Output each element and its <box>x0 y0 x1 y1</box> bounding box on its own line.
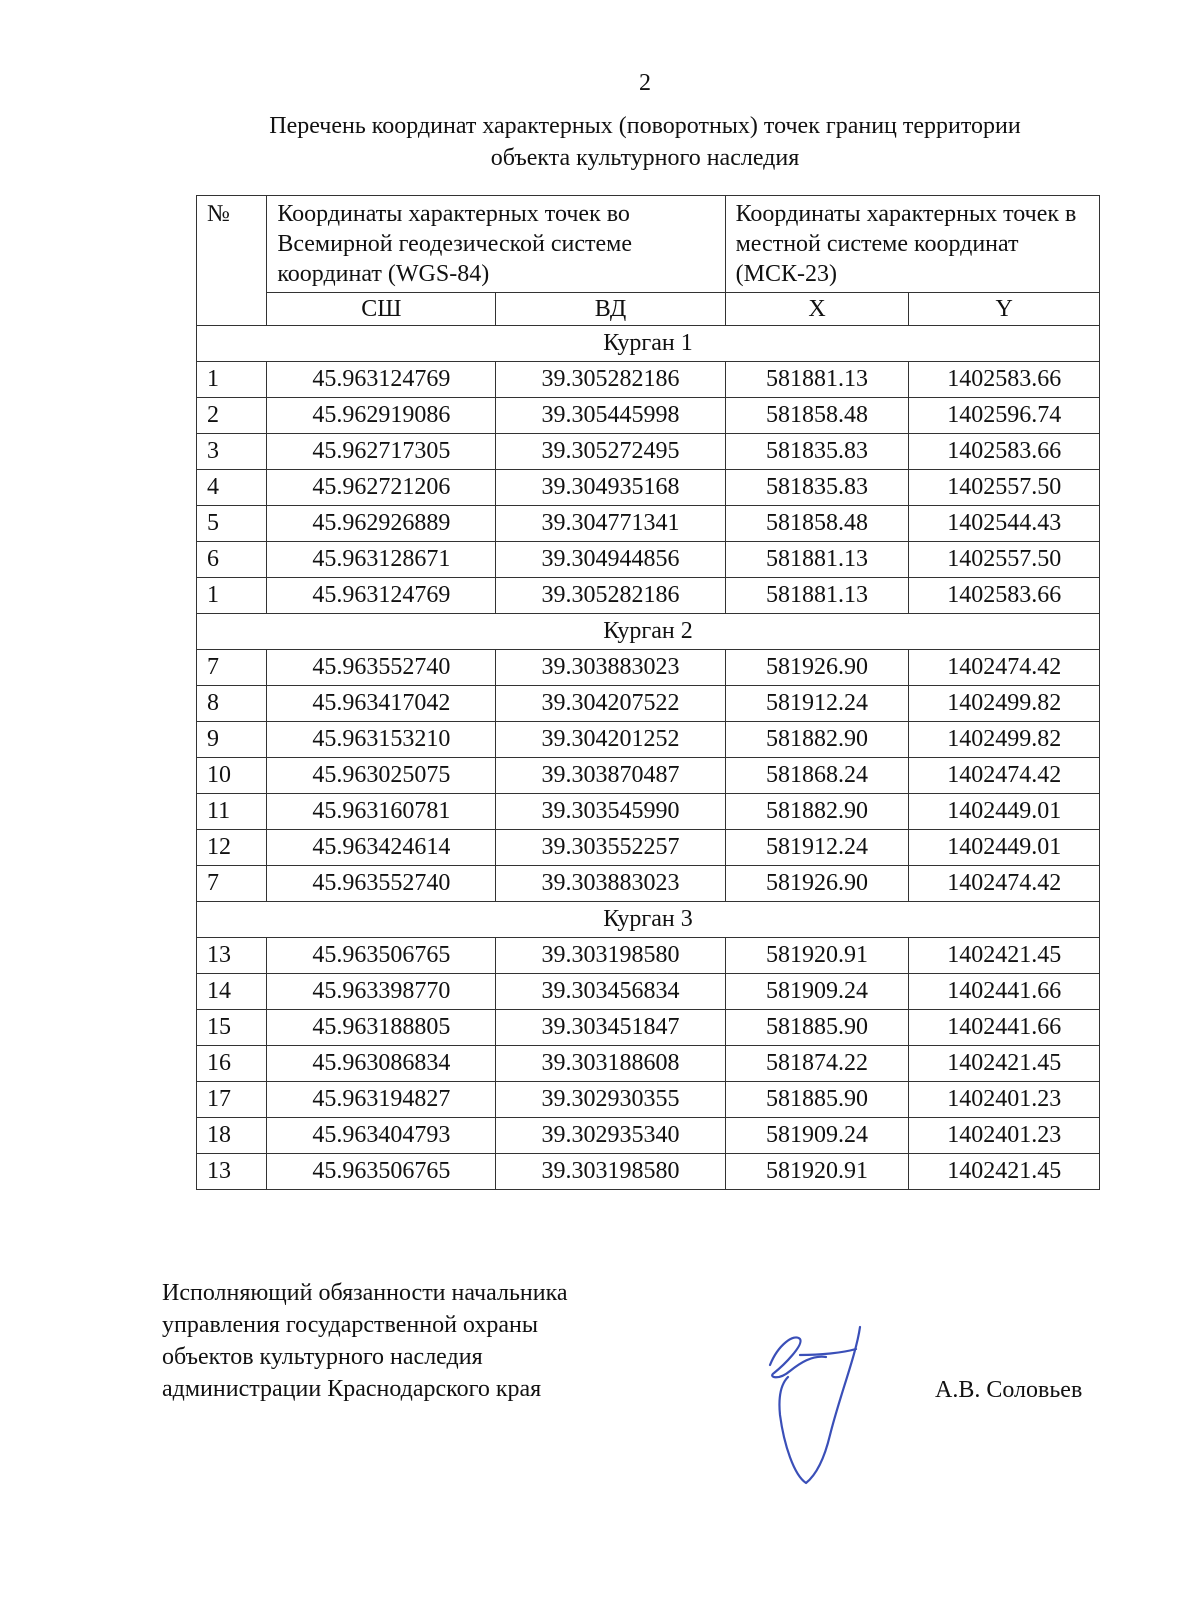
table-row <box>197 794 1100 830</box>
x-cell: 581882.90 <box>725 794 909 830</box>
y-cell: 1402596.74 <box>909 398 1100 434</box>
table-row <box>197 506 1100 542</box>
longitude-cell: 39.303456834 <box>496 974 725 1010</box>
header-y: Y <box>909 293 1100 326</box>
y-cell: 1402421.45 <box>909 1154 1100 1190</box>
table-row <box>197 1154 1100 1190</box>
coordinates-table <box>196 195 1100 1190</box>
table-row <box>197 866 1100 902</box>
longitude-cell: 39.305272495 <box>496 434 725 470</box>
title-line-1: Перечень координат характерных (поворотных) точек границ территории <box>269 113 1021 139</box>
table-row <box>197 1118 1100 1154</box>
x-cell: 581874.22 <box>725 1046 909 1082</box>
longitude-cell: 39.303883023 <box>496 650 725 686</box>
signer-position <box>162 1277 682 1405</box>
latitude-cell: 45.963086834 <box>267 1046 496 1082</box>
x-cell: 581909.24 <box>725 974 909 1010</box>
page-number: 2 <box>639 70 651 96</box>
latitude-cell: 45.962919086 <box>267 398 496 434</box>
x-cell: 581920.91 <box>725 938 909 974</box>
table-row <box>197 974 1100 1010</box>
header-wgs84: Координаты характерных точек во Всемирной геодезической системе координат (WGS-84) <box>267 196 725 293</box>
y-cell: 1402557.50 <box>909 470 1100 506</box>
header-number: № <box>197 196 267 326</box>
x-cell: 581912.24 <box>725 686 909 722</box>
latitude-cell: 45.963188805 <box>267 1010 496 1046</box>
latitude-cell: 45.962926889 <box>267 506 496 542</box>
table-row <box>197 362 1100 398</box>
y-cell: 1402499.82 <box>909 686 1100 722</box>
point-number: 11 <box>197 794 267 830</box>
point-number: 15 <box>197 1010 267 1046</box>
x-cell: 581885.90 <box>725 1082 909 1118</box>
point-number: 12 <box>197 830 267 866</box>
x-cell: 581858.48 <box>725 506 909 542</box>
group-row <box>197 902 1100 938</box>
x-cell: 581881.13 <box>725 542 909 578</box>
longitude-cell: 39.303451847 <box>496 1010 725 1046</box>
table-row <box>197 686 1100 722</box>
longitude-cell: 39.304201252 <box>496 722 725 758</box>
latitude-cell: 45.963552740 <box>267 866 496 902</box>
latitude-cell: 45.963398770 <box>267 974 496 1010</box>
y-cell: 1402449.01 <box>909 830 1100 866</box>
latitude-cell: 45.963506765 <box>267 1154 496 1190</box>
table-row <box>197 542 1100 578</box>
x-cell: 581881.13 <box>725 578 909 614</box>
longitude-cell: 39.302930355 <box>496 1082 725 1118</box>
y-cell: 1402441.66 <box>909 1010 1100 1046</box>
latitude-cell: 45.963128671 <box>267 542 496 578</box>
x-cell: 581920.91 <box>725 1154 909 1190</box>
point-number: 9 <box>197 722 267 758</box>
table-row <box>197 722 1100 758</box>
header-x: X <box>725 293 909 326</box>
point-number: 7 <box>197 866 267 902</box>
point-number: 3 <box>197 434 267 470</box>
longitude-cell: 39.303188608 <box>496 1046 725 1082</box>
latitude-cell: 45.962721206 <box>267 470 496 506</box>
signer-name: А.В. Соловьев <box>935 1377 1083 1403</box>
longitude-cell: 39.304935168 <box>496 470 725 506</box>
latitude-cell: 45.963194827 <box>267 1082 496 1118</box>
y-cell: 1402557.50 <box>909 542 1100 578</box>
latitude-cell: 45.963025075 <box>267 758 496 794</box>
table-row <box>197 938 1100 974</box>
coordinates-body <box>197 326 1100 1190</box>
group-title: Курган 2 <box>197 614 1100 650</box>
point-number: 18 <box>197 1118 267 1154</box>
handwritten-signature <box>760 1325 880 1490</box>
title-line-2: объекта культурного наследия <box>490 145 800 171</box>
x-cell: 581858.48 <box>725 398 909 434</box>
point-number: 16 <box>197 1046 267 1082</box>
x-cell: 581835.83 <box>725 470 909 506</box>
signer-position-line: администрации Краснодарского края <box>162 1376 542 1402</box>
x-cell: 581909.24 <box>725 1118 909 1154</box>
latitude-cell: 45.963404793 <box>267 1118 496 1154</box>
table-row <box>197 1082 1100 1118</box>
group-row <box>197 614 1100 650</box>
point-number: 17 <box>197 1082 267 1118</box>
y-cell: 1402441.66 <box>909 974 1100 1010</box>
y-cell: 1402583.66 <box>909 578 1100 614</box>
x-cell: 581868.24 <box>725 758 909 794</box>
point-number: 8 <box>197 686 267 722</box>
table-row <box>197 650 1100 686</box>
latitude-cell: 45.963417042 <box>267 686 496 722</box>
x-cell: 581912.24 <box>725 830 909 866</box>
longitude-cell: 39.305282186 <box>496 362 725 398</box>
latitude-cell: 45.962717305 <box>267 434 496 470</box>
point-number: 10 <box>197 758 267 794</box>
y-cell: 1402474.42 <box>909 866 1100 902</box>
latitude-cell: 45.963124769 <box>267 362 496 398</box>
point-number: 13 <box>197 938 267 974</box>
longitude-cell: 39.305445998 <box>496 398 725 434</box>
header-latitude: СШ <box>267 293 496 326</box>
y-cell: 1402583.66 <box>909 434 1100 470</box>
signer-position-line: управления государственной охраны <box>162 1312 538 1338</box>
table-row <box>197 434 1100 470</box>
signer-position-line: объектов культурного наследия <box>162 1344 483 1370</box>
y-cell: 1402474.42 <box>909 650 1100 686</box>
y-cell: 1402544.43 <box>909 506 1100 542</box>
latitude-cell: 45.963552740 <box>267 650 496 686</box>
point-number: 6 <box>197 542 267 578</box>
x-cell: 581835.83 <box>725 434 909 470</box>
point-number: 4 <box>197 470 267 506</box>
point-number: 5 <box>197 506 267 542</box>
group-title: Курган 3 <box>197 902 1100 938</box>
y-cell: 1402401.23 <box>909 1082 1100 1118</box>
x-cell: 581881.13 <box>725 362 909 398</box>
point-number: 13 <box>197 1154 267 1190</box>
group-title: Курган 1 <box>197 326 1100 362</box>
header-msk23: Координаты характерных точек в местной системе координат (МСК-23) <box>725 196 1099 293</box>
latitude-cell: 45.963506765 <box>267 938 496 974</box>
point-number: 7 <box>197 650 267 686</box>
y-cell: 1402449.01 <box>909 794 1100 830</box>
longitude-cell: 39.302935340 <box>496 1118 725 1154</box>
x-cell: 581926.90 <box>725 650 909 686</box>
table-row <box>197 578 1100 614</box>
longitude-cell: 39.304944856 <box>496 542 725 578</box>
longitude-cell: 39.303198580 <box>496 938 725 974</box>
table-row <box>197 470 1100 506</box>
longitude-cell: 39.303198580 <box>496 1154 725 1190</box>
longitude-cell: 39.303552257 <box>496 830 725 866</box>
table-row <box>197 1010 1100 1046</box>
y-cell: 1402421.45 <box>909 1046 1100 1082</box>
longitude-cell: 39.304207522 <box>496 686 725 722</box>
y-cell: 1402401.23 <box>909 1118 1100 1154</box>
table-row <box>197 758 1100 794</box>
longitude-cell: 39.303883023 <box>496 866 725 902</box>
longitude-cell: 39.303870487 <box>496 758 725 794</box>
latitude-cell: 45.963124769 <box>267 578 496 614</box>
x-cell: 581926.90 <box>725 866 909 902</box>
latitude-cell: 45.963160781 <box>267 794 496 830</box>
y-cell: 1402583.66 <box>909 362 1100 398</box>
y-cell: 1402474.42 <box>909 758 1100 794</box>
point-number: 2 <box>197 398 267 434</box>
longitude-cell: 39.305282186 <box>496 578 725 614</box>
latitude-cell: 45.963424614 <box>267 830 496 866</box>
table-row <box>197 398 1100 434</box>
table-row <box>197 830 1100 866</box>
signer-position-line: Исполняющий обязанности начальника <box>162 1280 568 1306</box>
longitude-cell: 39.304771341 <box>496 506 725 542</box>
x-cell: 581882.90 <box>725 722 909 758</box>
document-title <box>190 110 1100 174</box>
longitude-cell: 39.303545990 <box>496 794 725 830</box>
point-number: 1 <box>197 578 267 614</box>
table-row <box>197 1046 1100 1082</box>
point-number: 14 <box>197 974 267 1010</box>
latitude-cell: 45.963153210 <box>267 722 496 758</box>
group-row <box>197 326 1100 362</box>
x-cell: 581885.90 <box>725 1010 909 1046</box>
y-cell: 1402499.82 <box>909 722 1100 758</box>
point-number: 1 <box>197 362 267 398</box>
y-cell: 1402421.45 <box>909 938 1100 974</box>
header-longitude: ВД <box>496 293 725 326</box>
